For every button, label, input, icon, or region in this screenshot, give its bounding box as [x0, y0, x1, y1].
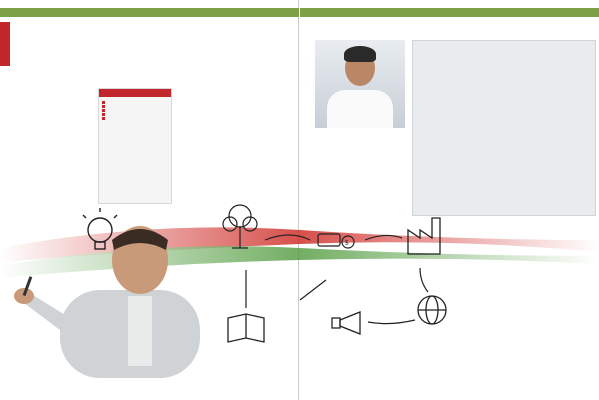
chart-legend: [417, 64, 593, 69]
section-bar-right: [300, 8, 599, 17]
megaphone-icon: [332, 312, 360, 334]
sidebar-box: [98, 88, 172, 204]
factory-icon: [408, 218, 440, 254]
legend-item: [417, 64, 424, 69]
sidebar-item: [99, 113, 171, 117]
chart-panel: [412, 40, 596, 216]
sidebar-title: [99, 89, 171, 97]
portrait-hair: [344, 46, 376, 62]
portrait-shirt: [327, 90, 393, 128]
globe-icon: [418, 296, 446, 324]
legend-item: [431, 64, 438, 69]
svg-text:$: $: [345, 239, 349, 247]
legend-item: [446, 64, 453, 69]
chart-title: [413, 41, 595, 47]
portrait-photo: [315, 40, 405, 128]
process-illustration: [0, 200, 599, 378]
stacked-bar-chart: [413, 71, 597, 211]
section-kicker-bar: [0, 8, 299, 17]
book-icon: [228, 314, 264, 342]
cover-tab: [0, 22, 10, 66]
